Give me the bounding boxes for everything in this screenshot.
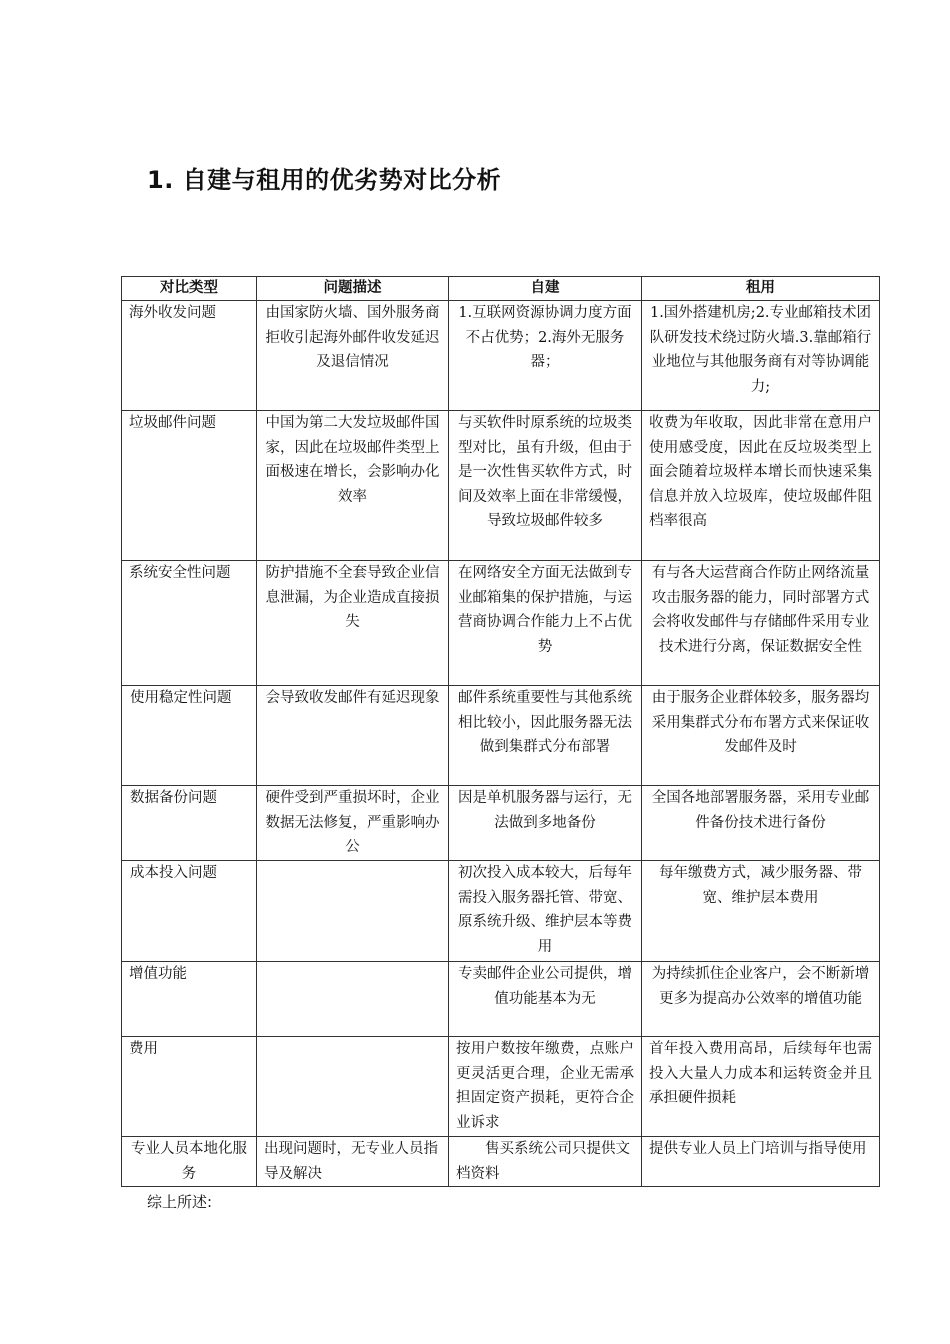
table-row [122,962,880,1037]
table-row [122,686,880,786]
table-row [122,561,880,686]
cell-self-built: 专卖邮件企业公司提供，增值功能基本为无 [449,962,642,1037]
cell-type: 系统安全性问题 [122,561,257,686]
cell-description: 硬件受到严重损坏时，企业数据无法修复，严重影响办公 [257,786,449,861]
cell-description: 由国家防火墙、国外服务商拒收引起海外邮件收发延迟及退信情况 [257,301,449,411]
cell-type: 使用稳定性问题 [122,686,257,786]
table-row [122,786,880,861]
cell-type: 专业人员本地化服务 [122,1137,257,1187]
cell-self-built: 初次投入成本较大，后每年需投入服务器托管、带宽、原系统升级、维护层本等费用 [449,861,642,962]
cell-rental: 提供专业人员上门培训与指导使用 [642,1137,880,1187]
cell-type: 数据备份问题 [122,786,257,861]
table-row [122,411,880,561]
header-type: 对比类型 [122,277,257,301]
cell-rental: 为持续抓住企业客户，会不断新增更多为提高办公效率的增值功能 [642,962,880,1037]
cell-type: 成本投入问题 [122,861,257,962]
cell-self-built: 售买系统公司只提供文档资料 [449,1137,642,1187]
cell-self-built: 与买软件时原系统的垃圾类型对比，虽有升级，但由于是一次性售买软件方式，时间及效率上面在非常缓慢，导致垃圾邮件较多 [449,411,642,561]
table-row [122,1137,880,1187]
cell-type: 增值功能 [122,962,257,1037]
cell-description [257,861,449,962]
cell-rental: 由于服务企业群体较多，服务器均采用集群式分布布署方式来保证收发邮件及时 [642,686,880,786]
cell-self-built: 在网络安全方面无法做到专业邮箱集的保护措施，与运营商协调合作能力上不占优势 [449,561,642,686]
cell-rental: 1.国外搭建机房;2.专业邮箱技术团队研发技术绕过防火墙.3.靠邮箱行业地位与其他服务商有对等协调能力; [642,301,880,411]
cell-description: 防护措施不全套导致企业信息泄漏，为企业造成直接损失 [257,561,449,686]
cell-self-built: 因是单机服务器与运行，无法做到多地备份 [449,786,642,861]
cell-rental: 收费为年收取，因此非常在意用户使用感受度，因此在反垃圾类型上面会随着垃圾样本增长而快速采集信息并放入垃圾库，使垃圾邮件阻档率很高 [642,411,880,561]
page-title: 1. 自建与租用的优劣势对比分析 [147,166,502,194]
cell-self-built: 1.互联网资源协调力度方面不占优势；2.海外无服务器； [449,301,642,411]
cell-type: 垃圾邮件问题 [122,411,257,561]
header-self-built: 自建 [449,277,642,301]
cell-type: 费用 [122,1037,257,1137]
cell-description: 中国为第二大发垃圾邮件国家，因此在垃圾邮件类型上面极速在增长，会影响办化效率 [257,411,449,561]
cell-rental: 每年缴费方式，减少服务器、带宽、维护层本费用 [642,861,880,962]
cell-rental: 全国各地部署服务器，采用专业邮件备份技术进行备份 [642,786,880,861]
cell-self-built: 按用户数按年缴费，点账户更灵活更合理，企业无需承担固定资产损耗，更符合企业诉求 [449,1037,642,1137]
summary-label: 综上所述: [147,1193,213,1211]
cell-description [257,962,449,1037]
cell-type: 海外收发问题 [122,301,257,411]
cell-description: 出现问题时，无专业人员指导及解决 [257,1137,449,1187]
table-row [122,301,880,411]
cell-description [257,1037,449,1137]
cell-rental: 有与各大运营商合作防止网络流量攻击服务器的能力，同时部署方式会将收发邮件与存储邮件采用专业技术进行分离，保证数据安全性 [642,561,880,686]
cell-self-built: 邮件系统重要性与其他系统相比较小，因此服务器无法做到集群式分布部署 [449,686,642,786]
table-header-row [122,277,880,301]
header-rental: 租用 [642,277,880,301]
table-row [122,1037,880,1137]
comparison-table [121,276,880,1187]
table-row [122,861,880,962]
cell-description: 会导致收发邮件有延迟现象 [257,686,449,786]
header-description: 问题描述 [257,277,449,301]
cell-rental: 首年投入费用高昂，后续每年也需投入大量人力成本和运转资金并且承担硬件损耗 [642,1037,880,1137]
